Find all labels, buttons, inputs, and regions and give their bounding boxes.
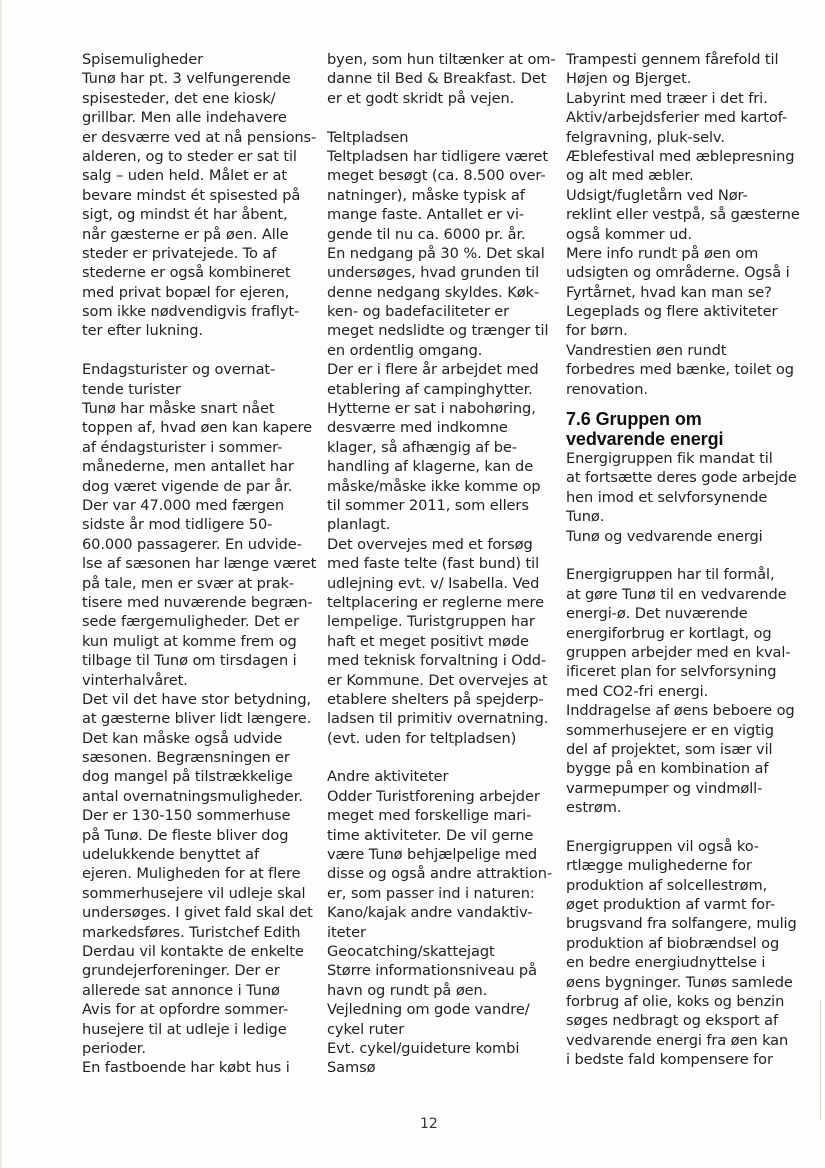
column-3 <box>566 50 800 1070</box>
text-line: teltplacering er reglerne mere <box>327 593 544 611</box>
text-line: bevare mindst ét spisested på <box>82 186 301 204</box>
text-line: klager, så afhængig af be- <box>327 438 517 456</box>
text-line: månederne, men antallet har <box>82 458 294 476</box>
text-line: ejeren. Muligheden for at flere <box>82 865 301 883</box>
column-3-top-text <box>566 50 800 399</box>
text-line: Energigruppen har til formål, <box>566 566 775 584</box>
text-line: time aktiviteter. De vil gerne <box>327 826 534 844</box>
text-line: Det vil det have stor betydning, <box>82 690 312 708</box>
text-line: bygge på en kombination af <box>566 760 769 778</box>
text-line: tilbage til Tunø om tirsdagen i <box>82 652 297 670</box>
text-line: på tale, men er svær at prak- <box>82 574 295 592</box>
text-line: lse af sæsonen har længe været <box>82 555 317 573</box>
text-line: disse og også andre attraktion- <box>327 865 553 883</box>
text-line: meget besøgt (ca. 8.500 over- <box>327 167 546 185</box>
text-line: dog mangel på tilstrækkelige <box>82 768 293 786</box>
text-line: sede færgemuligheder. Det er <box>82 613 299 631</box>
text-line: byen, som hun tiltænker at om- <box>327 51 556 68</box>
text-line: lempelige. Turistgruppen har <box>327 613 535 631</box>
text-line: steder er privatejede. To af <box>82 244 277 262</box>
text-line: meget med forskellige mari- <box>327 807 532 825</box>
text-line: Der er 130-150 sommerhuse <box>82 807 291 825</box>
text-line: og alt med æbler. <box>566 167 694 185</box>
text-line: når gæsterne er på øen. Alle <box>82 225 289 243</box>
text-line: til sommer 2011, som ellers <box>327 496 529 514</box>
text-line: måske/måske ikke komme op <box>327 477 541 495</box>
text-line: varmepumper og vindmøll- <box>566 779 763 797</box>
text-line: med teknisk forvaltning i Odd- <box>327 652 547 670</box>
column-2 <box>327 50 555 1078</box>
text-line: med privat bopæl for ejeren, <box>82 283 290 301</box>
text-line: etablere shelters på spejderp- <box>327 690 544 708</box>
text-line: med faste telte (fast bund) til <box>327 555 540 573</box>
text-line: Geocatching/skattejagt <box>327 942 495 960</box>
text-line: antal overnatningsmuligheder. <box>82 787 303 805</box>
text-line: havn og rundt på øen. <box>327 981 488 999</box>
text-line: ladsen til primitiv overnatning. <box>327 710 549 728</box>
text-line: stederne er også kombineret <box>82 264 291 282</box>
text-line: etablering af campinghytter. <box>327 380 533 398</box>
text-line: natninger), måske typisk af <box>327 186 525 204</box>
page-number: 12 <box>420 1116 438 1132</box>
text-line: del af projektet, som især vil <box>566 740 773 758</box>
text-line: Spisemuligheder <box>82 51 203 68</box>
text-line: grundejerforeninger. Der er <box>82 962 280 980</box>
text-line: Teltpladsen <box>327 128 409 146</box>
text-line: som ikke nødvendigvis fraflyt- <box>82 303 300 321</box>
paragraph-gap <box>566 546 794 565</box>
paragraph-gap <box>566 817 794 836</box>
text-line: tende turister <box>82 380 181 398</box>
text-line: Teltpladsen har tidligere været <box>327 147 548 165</box>
text-line: Æblefestival med æblepresning <box>566 147 795 165</box>
text-line: Endagsturister og overnat- <box>82 361 276 379</box>
text-line: perioder. <box>82 1039 146 1057</box>
text-line: dog været vigende de par år. <box>82 477 293 495</box>
text-line: også kommer ud. <box>566 225 692 243</box>
text-line: danne til Bed & Breakfast. Det <box>327 70 547 88</box>
text-line: udelukkende benyttet af <box>82 846 259 864</box>
paragraph-gap <box>327 108 555 127</box>
text-line: øens bygninger. Tunøs samlede <box>566 973 793 991</box>
text-line: Tunø har måske snart nået <box>82 400 275 418</box>
text-line: Det overvejes med et forsøg <box>327 535 533 553</box>
text-line: Legeplads og flere aktiviteter <box>566 303 778 321</box>
text-line: forbedres med bænke, toilet og <box>566 361 794 379</box>
text-line: sidste år mod tidligere 50- <box>82 516 273 534</box>
text-line: produktion af solcellestrøm, <box>566 876 768 894</box>
text-line: alderen, og to steder er sat til <box>82 147 297 165</box>
text-line: iteter <box>327 923 366 941</box>
text-line: cykel ruter <box>327 1020 405 1038</box>
text-line: Der var 47.000 med færgen <box>82 496 285 514</box>
text-line: en bedre energiudnyttelse i <box>566 954 766 972</box>
text-line: vinterhalvåret. <box>82 671 188 689</box>
text-line: Aktiv/arbejdsferier med kartof- <box>566 109 788 127</box>
text-line: søges nedbragt og eksport af <box>566 1012 779 1030</box>
text-line: Inddragelse af øens beboere og <box>566 702 795 720</box>
text-line: Evt. cykel/guideture kombi <box>327 1039 520 1057</box>
text-line: for børn. <box>566 322 628 340</box>
text-line: Højen og Bjerget. <box>566 70 692 88</box>
text-line: renovation. <box>566 380 648 398</box>
text-line: Mere info rundt på øen om <box>566 244 759 262</box>
text-line: af éndagsturister i sommer- <box>82 438 283 456</box>
text-line: Derdau vil kontakte de enkelte <box>82 942 304 960</box>
text-line: en ordentlig omgang. <box>327 341 483 359</box>
text-line: Energigruppen vil også ko- <box>566 837 759 855</box>
text-line: Samsø <box>327 1059 376 1077</box>
text-line: sigt, og mindst ét har åbent, <box>82 206 288 224</box>
scan-edge <box>0 0 2 1168</box>
text-line: (evt. uden for teltpladsen) <box>327 729 517 747</box>
text-line: toppen af, hvad øen kan kapere <box>82 419 312 437</box>
text-line: Odder Turistforening arbejder <box>327 787 540 805</box>
column-3-bottom-text <box>566 449 797 1070</box>
text-line: udlejning evt. v/ Isabella. Ved <box>327 574 540 592</box>
text-line: felgravning, pluk-selv. <box>566 128 725 146</box>
text-line: handling af klagerne, kan de <box>327 458 534 476</box>
text-line: er, som passer ind i naturen: <box>327 884 535 902</box>
text-line: 60.000 passagerer. En udvide- <box>82 535 302 553</box>
text-line: Andre aktiviteter <box>327 768 449 786</box>
text-line: Tunø. <box>566 508 605 526</box>
text-line: haft et meget positivt møde <box>327 632 529 650</box>
text-line: Avis for at opfordre sommer- <box>82 1001 289 1019</box>
text-line: at gøre Tunø til en vedvarende <box>566 585 787 603</box>
text-line: mange faste. Antallet er vi- <box>327 206 525 224</box>
text-line: Fyrtårnet, hvad kan man se? <box>566 283 772 301</box>
text-line: Hytterne er sat i nabohøring, <box>327 400 536 418</box>
text-line: tisere med nuværende begræn- <box>82 593 313 611</box>
text-line: øget produktion af varmt for- <box>566 896 776 914</box>
text-line: salg – uden held. Målet er at <box>82 167 287 185</box>
text-line: er et godt skridt på vejen. <box>327 89 515 107</box>
text-line: 7.6 Gruppen om <box>566 409 702 430</box>
text-line: på Tunø. De fleste bliver dog <box>82 826 289 844</box>
text-line: udsigten og områderne. Også i <box>566 264 790 282</box>
text-line: Labyrint med træer i det fri. <box>566 89 768 107</box>
paragraph-gap <box>327 748 555 767</box>
text-line: Det kan måske også udvide <box>82 729 283 747</box>
text-line: husejere til at udleje i ledige <box>82 1020 287 1038</box>
column-1 <box>82 50 317 1078</box>
text-line: Vandrestien øen rundt <box>566 341 727 359</box>
text-line: er Kommune. Det overvejes at <box>327 671 548 689</box>
text-line: Tunø har pt. 3 velfungerende <box>82 70 291 88</box>
text-line: er desværre ved at nå pensions- <box>82 128 317 146</box>
text-line: vedvarende energi fra øen kan <box>566 1031 789 1049</box>
text-line: Tunø og vedvarende energi <box>566 527 763 545</box>
text-line: i bedste fald kompensere for <box>566 1051 773 1069</box>
text-line: reklint eller vestpå, så gæsterne <box>566 206 800 224</box>
text-line: brugsvand fra solfangere, mulig <box>566 915 797 933</box>
text-line: meget nedslidte og trænger til <box>327 322 549 340</box>
text-line: allerede sat annonce i Tunø <box>82 981 280 999</box>
text-line: med CO2-fri energi. <box>566 682 709 700</box>
text-line: spisesteder, det ene kiosk/ <box>82 89 276 107</box>
text-line: kun muligt at komme frem og <box>82 632 297 650</box>
text-line: gruppen arbejder med en kval- <box>566 643 791 661</box>
text-line: ter efter lukning. <box>82 322 203 340</box>
text-line: forbrug af olie, koks og benzin <box>566 992 785 1010</box>
text-line: Trampesti gennem fårefold til <box>566 51 779 68</box>
text-line: være Tunø behjælpelige med <box>327 846 538 864</box>
text-line: at gæsterne bliver lidt længere. <box>82 710 312 728</box>
paragraph-gap <box>82 341 314 360</box>
text-line: Kano/kajak andre vandaktiv- <box>327 904 533 922</box>
text-line: markedsføres. Turistchef Edith <box>82 923 301 941</box>
text-line: energi-ø. Det nuværende <box>566 605 748 623</box>
text-line: planlagt. <box>327 516 391 534</box>
text-line: estrøm. <box>566 799 622 817</box>
text-line: undersøges, hvad grunden til <box>327 264 540 282</box>
text-line: sommerhusejere er en vigtig <box>566 721 774 739</box>
text-line: energiforbrug er kortlagt, og <box>566 624 772 642</box>
scan-edge-mark <box>820 1000 821 1120</box>
text-line: En fastboende har købt hus i <box>82 1059 290 1077</box>
text-line: grillbar. Men alle indehavere <box>82 109 287 127</box>
text-line: rtlægge mulighederne for <box>566 857 752 875</box>
text-line: desværre med indkomne <box>327 419 508 437</box>
text-line: denne nedgang skyldes. Køk- <box>327 283 540 301</box>
section-heading <box>566 409 794 449</box>
text-line: Udsigt/fugletårn ved Nør- <box>566 186 748 204</box>
text-line: Der er i flere år arbejdet med <box>327 361 539 379</box>
text-line: Større informationsniveau på <box>327 962 537 980</box>
text-line: at fortsætte deres gode arbejde <box>566 469 797 487</box>
text-line: sommerhusejere vil udleje skal <box>82 884 306 902</box>
text-line: hen imod et selvforsynende <box>566 488 768 506</box>
text-line: undersøges. I givet fald skal det <box>82 904 313 922</box>
text-line: produktion af biobrændsel og <box>566 934 780 952</box>
text-line: Energigruppen fik mandat til <box>566 450 773 468</box>
text-line: ken- og badefaciliteter er <box>327 303 510 321</box>
text-line: vedvarende energi <box>566 429 724 450</box>
text-line: ificeret plan for selvforsyning <box>566 663 777 681</box>
text-line: gende til nu ca. 6000 pr. år. <box>327 225 526 243</box>
text-line: sæsonen. Begrænsningen er <box>82 749 290 767</box>
text-line: Vejledning om gode vandre/ <box>327 1001 530 1019</box>
text-line: En nedgang på 30 %. Det skal <box>327 244 545 262</box>
